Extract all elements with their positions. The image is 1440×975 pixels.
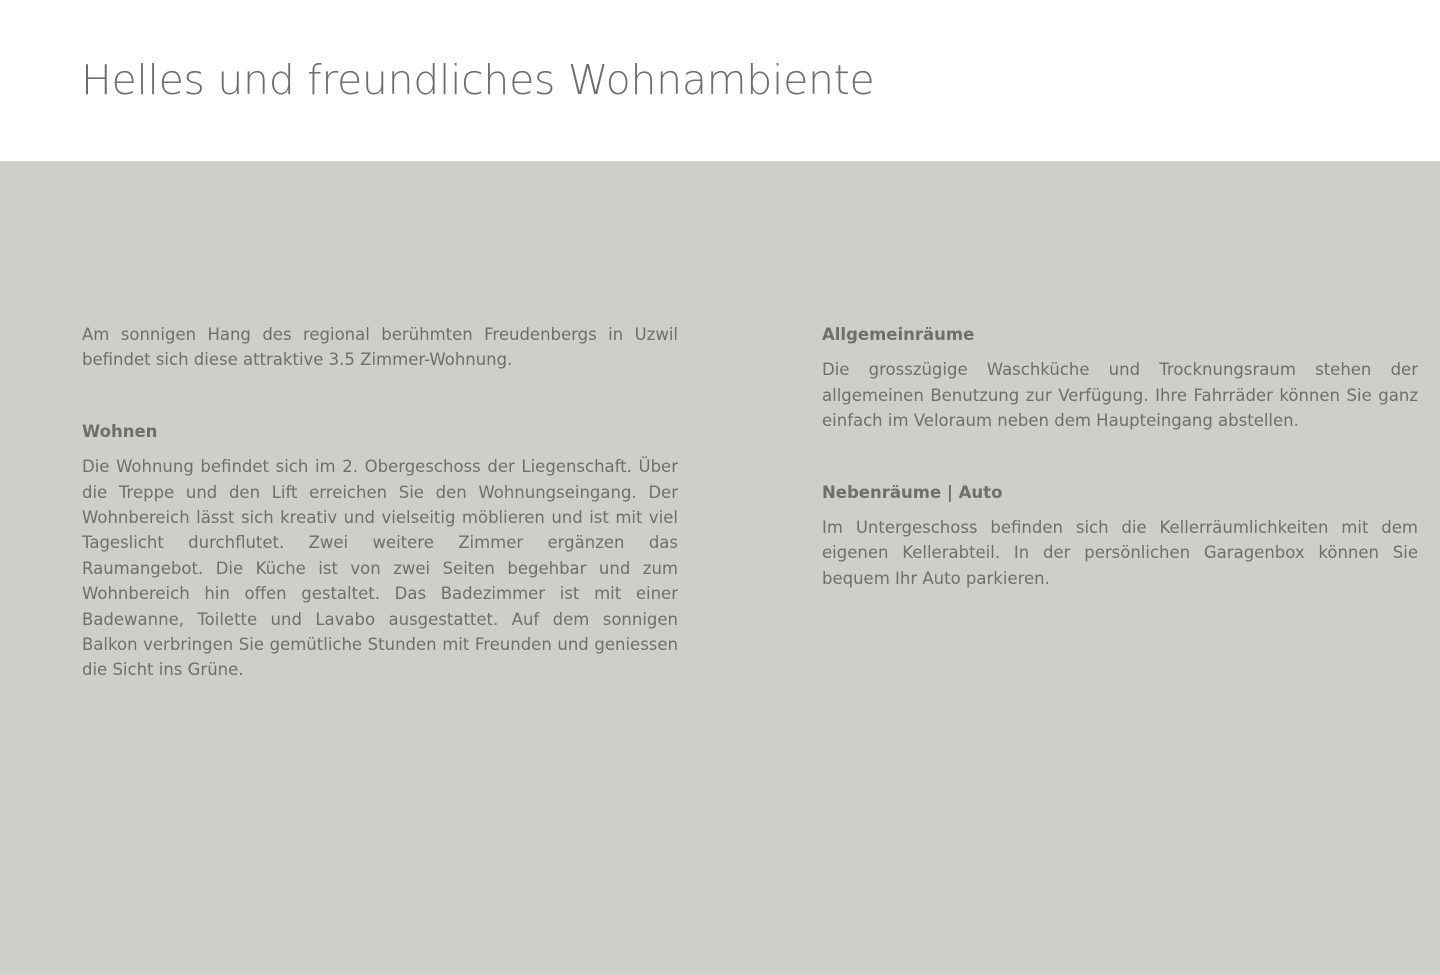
- header: [0, 0, 1440, 161]
- allgemeinraeume-paragraph: Die grosszügige Waschküche und Trocknungsraum stehen der allgemeinen Benutzung zur Verfügung. Ihre Fahrräder können Sie ganz einfach im Veloraum neben dem Haupteingang abstellen.: [822, 360, 1418, 431]
- intro-paragraph: Am sonnigen Hang des regional berühmten Freudenbergs in Uzwil befindet sich diese attraktive 3.5 Zimmer-Wohnung.: [82, 325, 678, 370]
- nebenraeume-heading: Nebenräume | Auto: [822, 482, 1003, 502]
- wohnen-paragraph: Die Wohnung befindet sich im 2. Obergeschoss der Liegenschaft. Über die Treppe und den Lift erreichen Sie den Wohnungseingang. Der Wohnbereich lässt sich kreativ und vielseitig möblieren und ist mit viel Tageslicht durchflutet. Zwei weitere Zimmer ergänzen das Raumangebot. Die Küche ist von zwei Seiten begehbar und zum Wohnbereich hin offen gestaltet. Das Badezimmer ist mit einer Badewanne, Toilette und Lavabo ausgestattet. Auf dem sonnigen Balkon verbringen Sie gemütliche Stunden mit Freunden und geniessen die Sicht ins Grüne.: [82, 457, 678, 680]
- right-column: [822, 322, 1418, 591]
- wohnen-heading: Wohnen: [82, 421, 158, 441]
- allgemeinraeume-heading: Allgemeinräume: [822, 325, 975, 344]
- page-title: Helles und freundliches Wohnambiente: [81, 56, 875, 104]
- left-column: [82, 322, 678, 683]
- nebenraeume-paragraph: Im Untergeschoss befinden sich die Kellerräumlichkeiten mit dem eigenen Kellerabteil. In der persönlichen Garagenbox können Sie bequem Ihr Auto parkieren.: [822, 518, 1418, 588]
